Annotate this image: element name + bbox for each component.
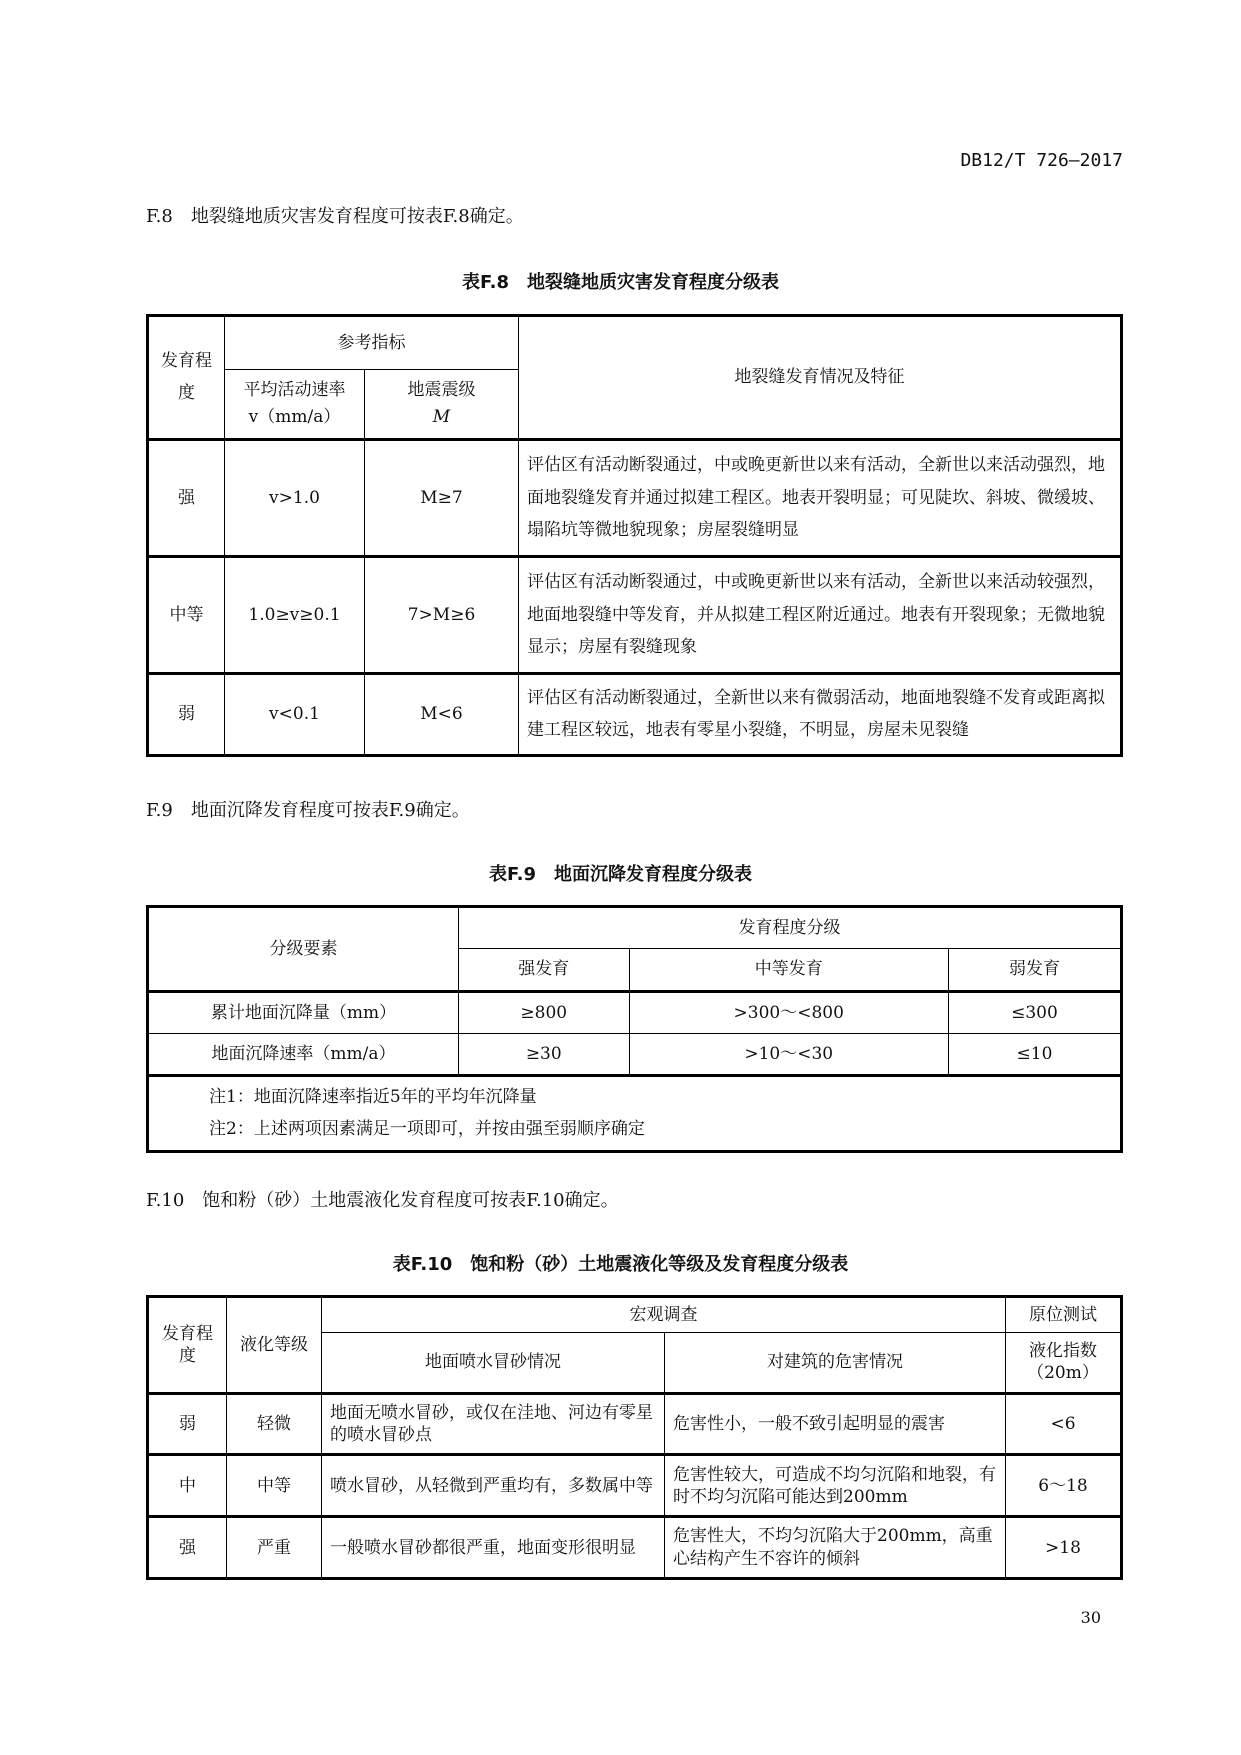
section-f10-text: F.10 饱和粉（砂）土地震液化发育程度可按表F.10确定。 (146, 1190, 619, 1211)
header-grade: 发育程度分级 (459, 907, 1122, 949)
cell-harm: 危害性大，不均匀沉陷大于200mm，高重心结构产生不容许的倾斜 (665, 1517, 1006, 1579)
cell-grade: 中等 (227, 1455, 322, 1517)
cell-level: 弱 (148, 673, 225, 755)
header-grade: 液化等级 (227, 1297, 322, 1394)
header-mag: 地震震级 (407, 379, 476, 400)
cell-grade: 轻微 (227, 1393, 322, 1455)
cell-desc: 评估区有活动断裂通过，中或晚更新世以来有活动，全新世以来活动较强烈，地面地裂缝中等发育，并从拟建工程区附近通过。地表有开裂现象；无微地貌显示；房屋有裂缝现象 (519, 556, 1122, 673)
table-row (148, 1455, 1122, 1517)
header-spray: 地面喷水冒砂情况 (322, 1332, 665, 1393)
cell-rate: v<0.1 (225, 673, 365, 755)
cell-factor: 累计地面沉降量（mm） (148, 991, 459, 1033)
cell-desc: 评估区有活动断裂通过，中或晚更新世以来有活动，全新世以来活动强烈，地面地裂缝发育并通过拟建工程区。地表开裂明显；可见陡坎、斜坡、微缓坡、塌陷坑等微地貌现象；房屋裂缝明显 (519, 439, 1122, 556)
table-row (148, 1517, 1122, 1579)
cell-level: 中 (148, 1455, 227, 1517)
table-row (148, 673, 1122, 755)
table-f10-title: 表F.10 饱和粉（砂）土地震液化等级及发育程度分级表 (392, 1254, 849, 1275)
cell-spray: 地面无喷水冒砂，或仅在洼地、河边有零星的喷水冒砂点 (322, 1393, 665, 1455)
note-2: 注2：上述两项因素满足一项即可，并按由强至弱顺序确定 (209, 1119, 645, 1140)
cell-desc: 评估区有活动断裂通过，全新世以来有微弱活动，地面地裂缝不发育或距离拟建工程区较远，地表有零星小裂缝，不明显，房屋未见裂缝 (519, 673, 1122, 755)
cell-mag: 7>M≥6 (365, 556, 519, 673)
header-rate: 平均活动速率 (243, 379, 346, 400)
cell-level: 中等 (148, 556, 225, 673)
cell-index: <6 (1006, 1393, 1122, 1455)
table-f8-title: 表F.8 地裂缝地质灾害发育程度分级表 (461, 272, 779, 293)
cell-spray: 一般喷水冒砂都很严重，地面变形很明显 (322, 1517, 665, 1579)
header-mag-unit: M (432, 406, 451, 427)
cell-weak: ≤10 (948, 1033, 1121, 1075)
cell-grade: 严重 (227, 1517, 322, 1579)
doc-header: DB12/T 726—2017 (960, 150, 1123, 171)
header-index: 液化指数（20m） (1006, 1332, 1122, 1393)
cell-strong: ≥800 (459, 991, 630, 1033)
cell-level: 弱 (148, 1393, 227, 1455)
header-level: 发育程度 (148, 316, 225, 440)
cell-mid: >300～<800 (629, 991, 948, 1033)
cell-rate: v>1.0 (225, 439, 365, 556)
cell-mag: M<6 (365, 673, 519, 755)
header-macro: 宏观调查 (322, 1297, 1006, 1333)
header-mid: 中等发育 (629, 949, 948, 991)
table-row (148, 1393, 1122, 1455)
cell-level: 强 (148, 439, 225, 556)
section-f9-text: F.9 地面沉降发育程度可按表F.9确定。 (146, 800, 470, 821)
header-harm: 对建筑的危害情况 (665, 1332, 1006, 1393)
table-row (148, 556, 1122, 673)
table-row (148, 439, 1122, 556)
header-factor: 分级要素 (148, 907, 459, 992)
header-desc: 地裂缝发育情况及特征 (519, 316, 1122, 440)
note-1: 注1：地面沉降速率指近5年的平均年沉降量 (209, 1087, 537, 1108)
header-strong: 强发育 (459, 949, 630, 991)
table-f10 (146, 1295, 1123, 1580)
cell-weak: ≤300 (948, 991, 1121, 1033)
page-number: 30 (1080, 1608, 1101, 1627)
cell-mid: >10～<30 (629, 1033, 948, 1075)
table-row (148, 991, 1122, 1033)
cell-factor: 地面沉降速率（mm/a） (148, 1033, 459, 1075)
header-rate-unit: v（mm/a） (248, 406, 341, 427)
table-row (148, 1033, 1122, 1075)
cell-harm: 危害性小，一般不致引起明显的震害 (665, 1393, 1006, 1455)
table-f9-title: 表F.9 地面沉降发育程度分级表 (488, 864, 752, 885)
header-level: 发育程度 (148, 1297, 227, 1394)
header-test: 原位测试 (1006, 1297, 1122, 1333)
table-f9 (146, 905, 1123, 1153)
cell-rate: 1.0≥v≥0.1 (225, 556, 365, 673)
cell-strong: ≥30 (459, 1033, 630, 1075)
cell-index: >18 (1006, 1517, 1122, 1579)
table-f8 (146, 314, 1123, 757)
header-ref: 参考指标 (225, 316, 519, 370)
header-weak: 弱发育 (948, 949, 1121, 991)
cell-index: 6～18 (1006, 1455, 1122, 1517)
cell-mag: M≥7 (365, 439, 519, 556)
cell-spray: 喷水冒砂，从轻微到严重均有，多数属中等 (322, 1455, 665, 1517)
cell-harm: 危害性较大，可造成不均匀沉陷和地裂，有时不均匀沉陷可能达到200mm (665, 1455, 1006, 1517)
cell-level: 强 (148, 1517, 227, 1579)
section-f8-text: F.8 地裂缝地质灾害发育程度可按表F.8确定。 (146, 206, 524, 227)
